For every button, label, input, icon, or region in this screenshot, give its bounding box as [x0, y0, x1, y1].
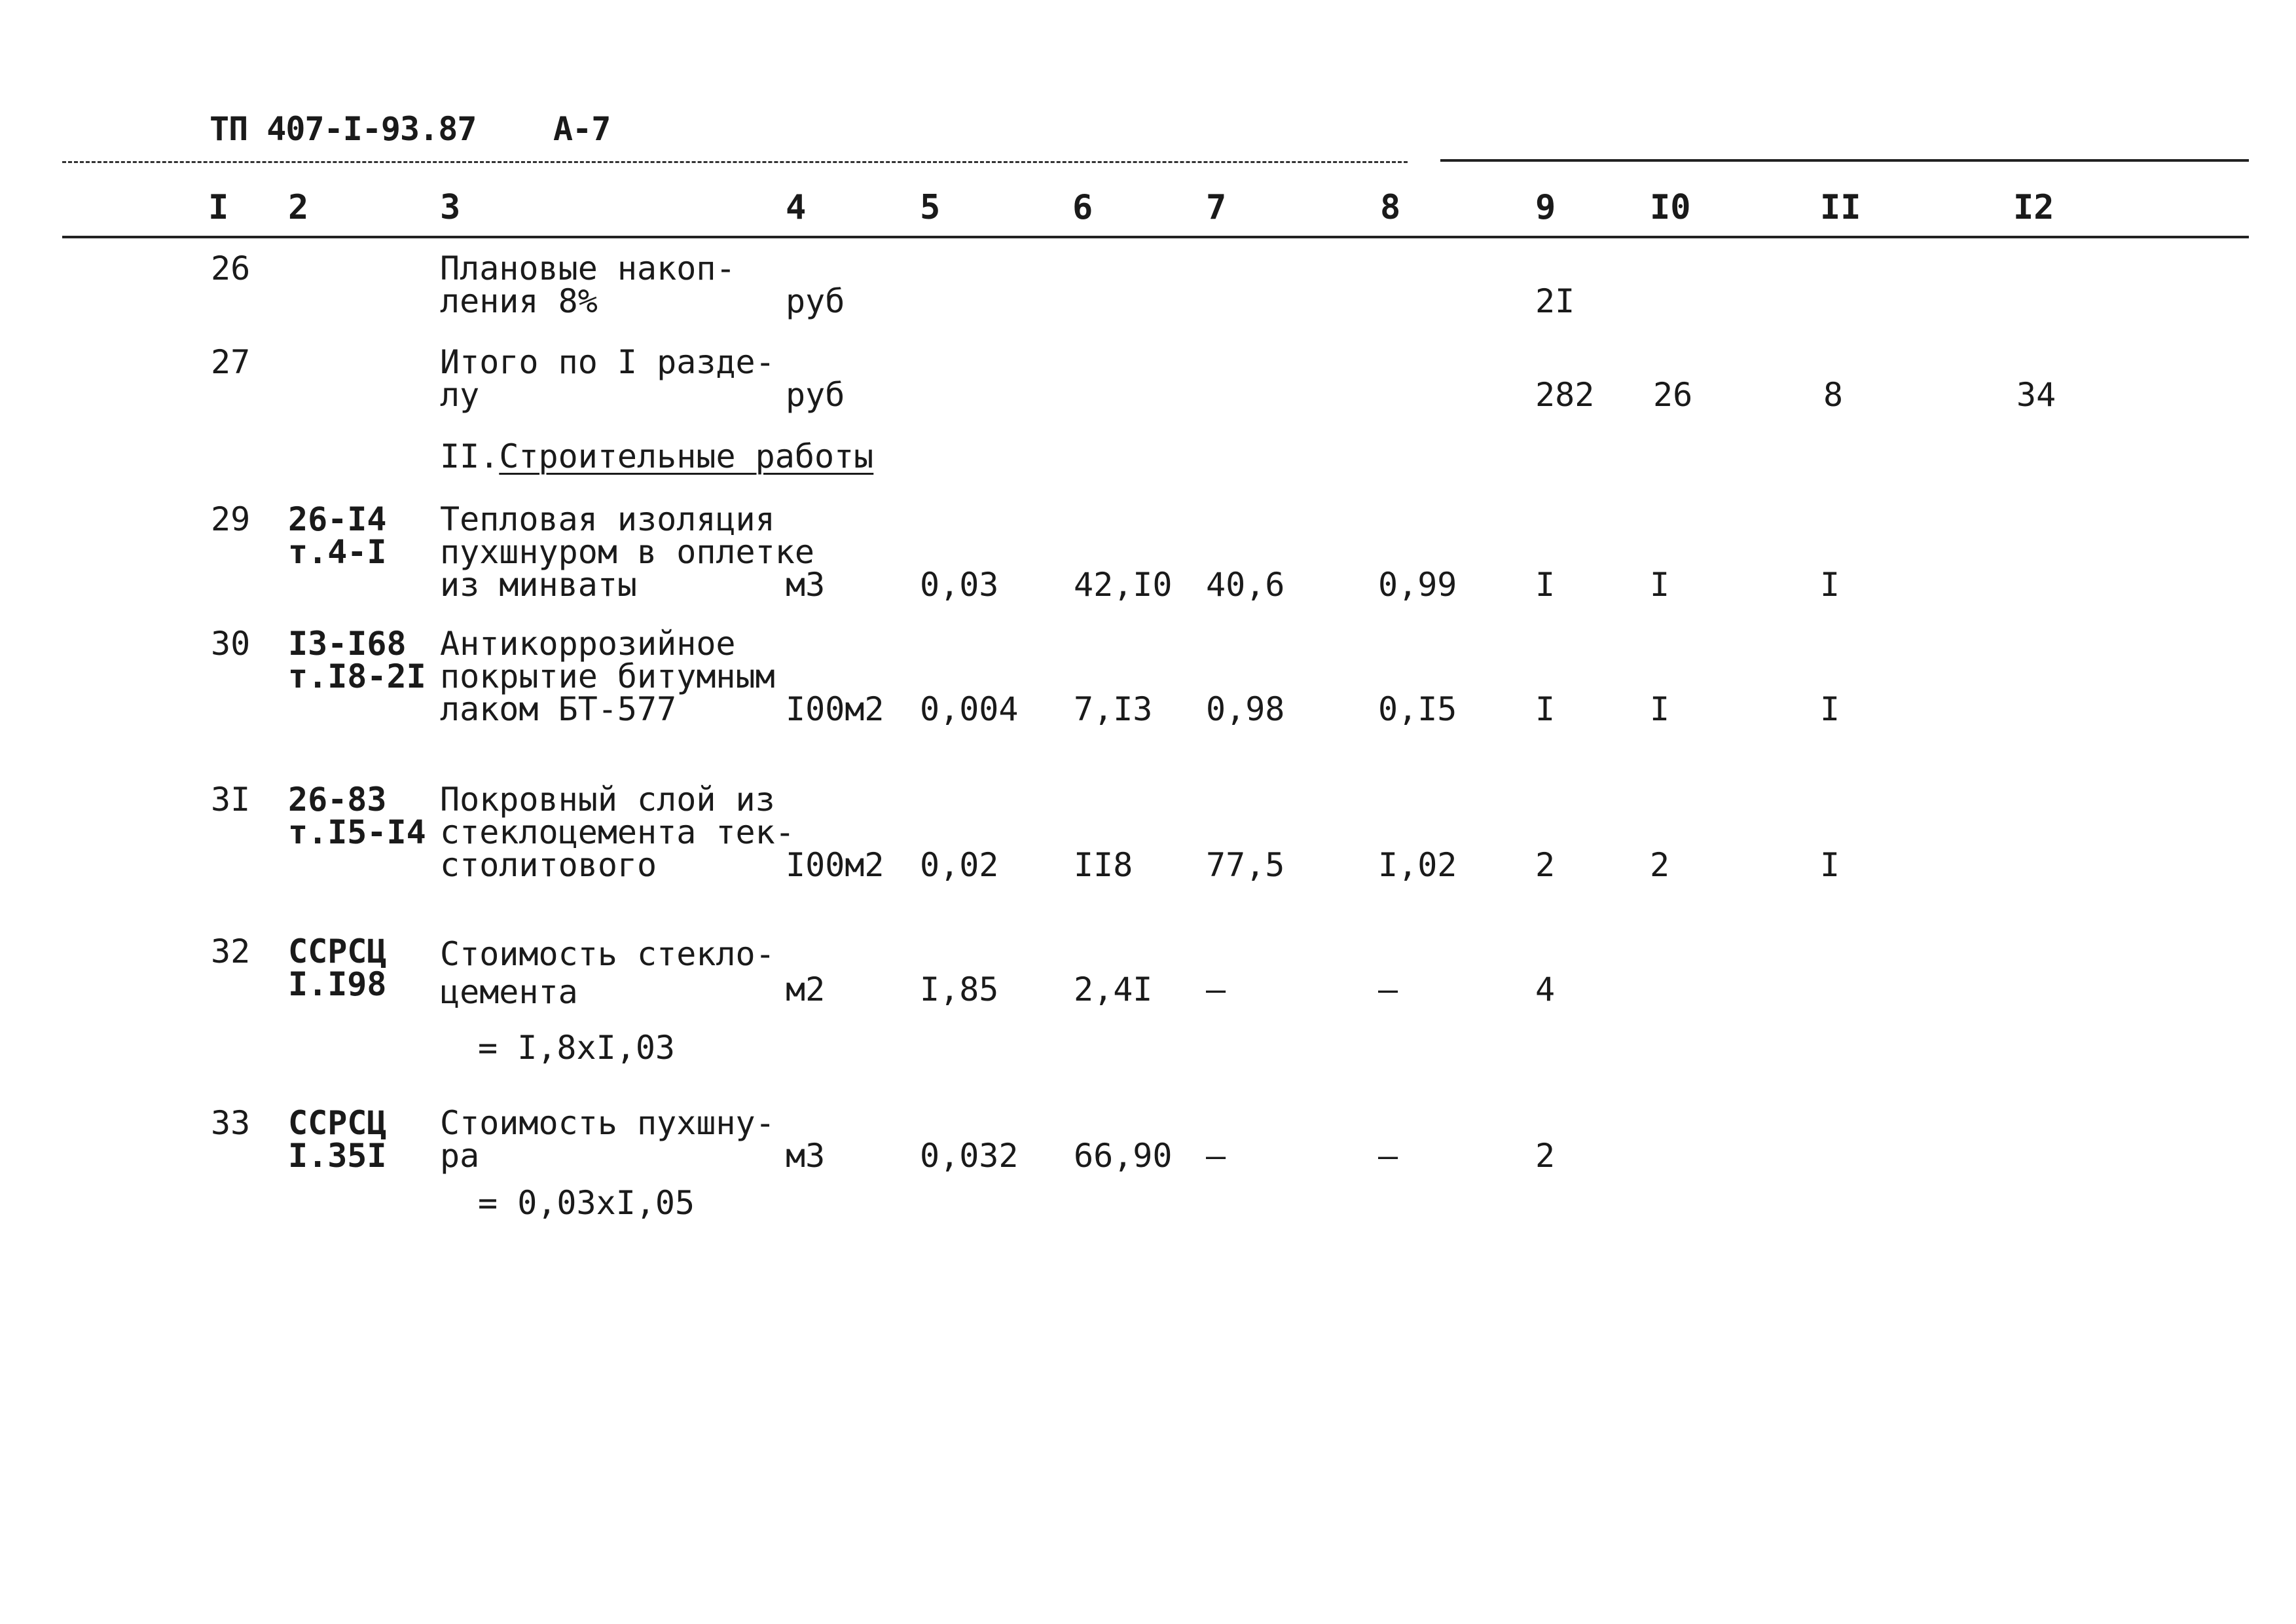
row-description: Стоимость стекло- цемента	[440, 935, 775, 1011]
top-rule-right	[1440, 159, 2249, 162]
col-header-8: 8	[1380, 188, 1401, 227]
row-price: II8	[1074, 846, 1133, 884]
row-col9: 282	[1535, 376, 1595, 414]
row-code: 26-83 т.I5-I4	[288, 781, 426, 851]
row-col10: I	[1650, 690, 1670, 728]
row-price: 2,4I	[1074, 970, 1153, 1008]
row-description: Антикоррозийное покрытие битумным лаком БТ-577	[440, 625, 775, 728]
row-col12: 34	[2016, 376, 2056, 414]
row-unit: руб	[786, 282, 845, 320]
col-header-5: 5	[920, 188, 941, 227]
row-col9: I	[1535, 566, 1556, 604]
row-number: 26	[211, 249, 251, 287]
row-price: 7,I3	[1074, 690, 1153, 728]
header-bottom-rule	[62, 236, 2249, 238]
row-col8: –	[1378, 970, 1398, 1008]
row-qty: 0,02	[920, 846, 999, 884]
section-number: II.	[440, 437, 500, 475]
row-col9: 2	[1535, 1137, 1556, 1175]
row-unit: м2	[786, 970, 826, 1008]
row-col9: 2I	[1535, 282, 1575, 320]
row-col11: I	[1820, 846, 1840, 884]
col-header-1: I	[208, 188, 229, 227]
row-col11: 8	[1823, 376, 1844, 414]
row-price: 42,I0	[1074, 566, 1173, 604]
row-description: Покровный слой из стеклоцемента тек- столитового	[440, 781, 795, 884]
row-col9: I	[1535, 690, 1556, 728]
col-header-7: 7	[1206, 188, 1227, 227]
col-header-2: 2	[288, 188, 309, 227]
row-formula: = I,8xI,03	[478, 1029, 676, 1067]
row-number: 33	[211, 1104, 251, 1142]
row-col10: 26	[1653, 376, 1693, 414]
row-qty: 0,004	[920, 690, 1019, 728]
row-col10: 2	[1650, 846, 1670, 884]
row-col7: 0,98	[1206, 690, 1285, 728]
section-title: Строительные работы	[499, 437, 874, 475]
row-formula: = 0,03xI,05	[478, 1184, 695, 1222]
row-col8: –	[1378, 1137, 1398, 1175]
row-description: Плановые накоп- ления 8%	[440, 249, 736, 320]
row-price: 66,90	[1074, 1137, 1173, 1175]
row-code: ССРСЦ I.35I	[288, 1104, 387, 1175]
row-unit: руб	[786, 376, 845, 414]
section-heading	[440, 437, 874, 475]
row-unit: м3	[786, 1137, 826, 1175]
col-header-3: 3	[440, 188, 461, 227]
row-qty: 0,032	[920, 1137, 1019, 1175]
row-description: Итого по I разде- лу	[440, 343, 775, 414]
row-number: 32	[211, 932, 251, 970]
col-header-11: II	[1820, 188, 1861, 227]
row-description: Стоимость пухшну- ра	[440, 1104, 775, 1175]
row-col8: 0,99	[1378, 566, 1457, 604]
row-col9: 4	[1535, 970, 1556, 1008]
row-col11: I	[1820, 566, 1840, 604]
row-col9: 2	[1535, 846, 1556, 884]
row-col7: –	[1206, 970, 1226, 1008]
row-qty: I,85	[920, 970, 999, 1008]
row-col10: I	[1650, 566, 1670, 604]
document-code: ТП 407-I-93.87	[210, 110, 477, 148]
row-col8: 0,I5	[1378, 690, 1457, 728]
col-header-10: I0	[1650, 188, 1691, 227]
row-unit: м3	[786, 566, 826, 604]
col-header-6: 6	[1072, 188, 1093, 227]
sheet-number: А-7	[553, 110, 611, 148]
row-col8: I,02	[1378, 846, 1457, 884]
col-header-12: I2	[2013, 188, 2054, 227]
row-qty: 0,03	[920, 566, 999, 604]
top-rule-left	[62, 161, 1408, 163]
row-description: Тепловая изоляция пухшнуром в оплетке из минваты	[440, 500, 814, 604]
row-number: 30	[211, 625, 251, 663]
row-col11: I	[1820, 690, 1840, 728]
row-number: 3I	[211, 781, 251, 819]
row-col7: –	[1206, 1137, 1226, 1175]
col-header-9: 9	[1535, 188, 1556, 227]
row-unit: I00м2	[786, 690, 884, 728]
row-code: I3-I68 т.I8-2I	[288, 625, 426, 695]
row-unit: I00м2	[786, 846, 884, 884]
row-col7: 77,5	[1206, 846, 1285, 884]
row-number: 29	[211, 500, 251, 538]
row-code: 26-I4 т.4-I	[288, 500, 387, 571]
row-code: ССРСЦ I.I98	[288, 932, 387, 1003]
row-number: 27	[211, 343, 251, 381]
col-header-4: 4	[786, 188, 807, 227]
row-col7: 40,6	[1206, 566, 1285, 604]
